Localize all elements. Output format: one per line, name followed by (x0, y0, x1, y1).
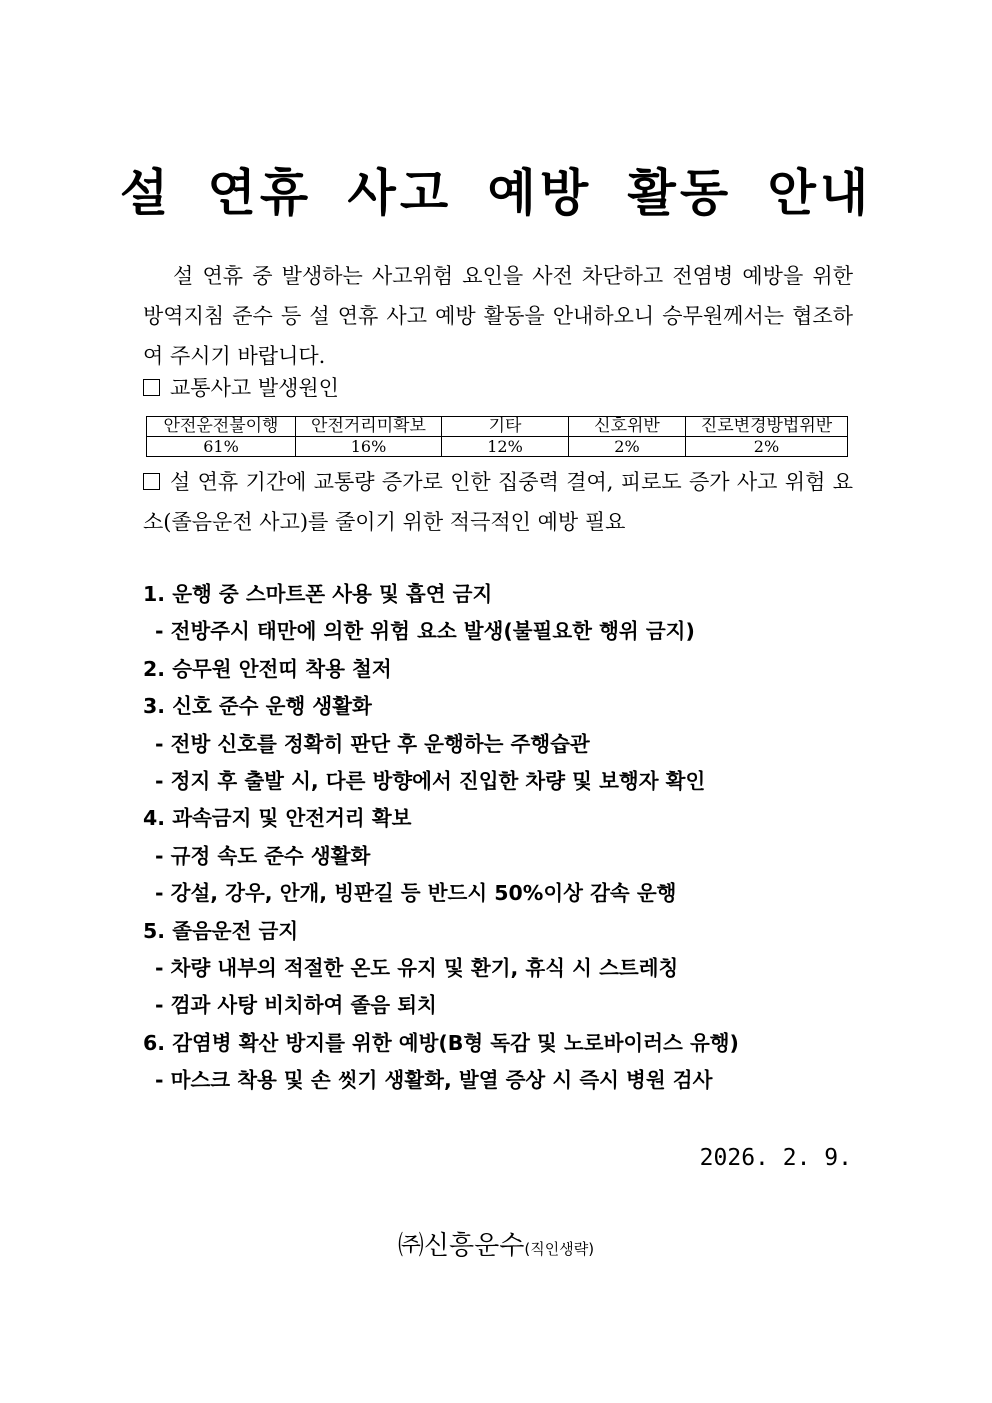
hazard-note (143, 462, 853, 542)
list-item: 5. 졸음운전 금지 (143, 918, 299, 943)
company-signature (0, 1226, 992, 1269)
list-item: 3. 신호 준수 운행 생활화 (143, 694, 372, 719)
company-name: ㈜신흥운수 (397, 1231, 525, 1261)
list-item: 2. 승무원 안전띠 착용 철저 (143, 656, 392, 681)
list-item: 1. 운행 중 스마트폰 사용 및 흡연 금지 (143, 582, 493, 606)
checkbox-square-icon (143, 473, 160, 490)
causes-table-header-row (147, 417, 848, 437)
list-item: 6. 감염병 확산 방지를 위한 예방(B형 독감 및 노로바이러스 유행) (143, 1030, 739, 1055)
prevention-list (143, 576, 853, 1099)
checkbox-square-icon (143, 379, 160, 396)
causes-table-cell: 12% (442, 437, 569, 457)
list-subitem: - 규정 속도 준수 생활화 (155, 843, 371, 868)
causes-table (146, 416, 848, 457)
list-subitem: - 전방주시 태만에 의한 위험 요소 발생(불필요한 행위 금지) (155, 619, 695, 644)
causes-table-header: 안전거리미확보 (296, 417, 442, 437)
causes-table-header: 기타 (442, 417, 569, 437)
section-causes-label: 교통사고 발생원인 (170, 376, 339, 400)
list-subitem: - 차량 내부의 적절한 온도 유지 및 환기, 휴식 시 스트레칭 (155, 955, 679, 980)
list-subitem: - 전방 신호를 정확히 판단 후 운행하는 주행습관 (155, 731, 590, 756)
causes-table-cell: 61% (147, 437, 296, 457)
section-causes-heading (143, 370, 853, 406)
list-subitem: - 강설, 강우, 안개, 빙판길 등 반드시 50%이상 감속 운행 (155, 881, 677, 906)
causes-table-value-row (147, 437, 848, 457)
causes-table-cell: 2% (686, 437, 848, 457)
list-subitem: - 껌과 사탕 비치하여 졸음 퇴치 (155, 993, 437, 1018)
list-subitem: - 마스크 착용 및 손 씻기 생활화, 발열 증상 시 즉시 병원 검사 (155, 1068, 713, 1093)
hazard-note-text: 설 연휴 기간에 교통량 증가로 인한 집중력 결여, 피로도 증가 사고 위험 요소(졸음운전 사고)를 줄이기 위한 적극적인 예방 필요 (143, 470, 853, 534)
seal-omitted-note: (직인생략) (524, 1240, 595, 1258)
document-date: 2026. 2. 9. (699, 1145, 852, 1171)
causes-table-header: 진로변경방법위반 (686, 417, 848, 437)
causes-table-cell: 2% (569, 437, 686, 457)
list-subitem: - 정지 후 출발 시, 다른 방향에서 진입한 차량 및 보행자 확인 (155, 768, 706, 793)
document-title: 설 연휴 사고 예방 활동 안내 (119, 163, 873, 222)
list-item: 4. 과속금지 및 안전거리 확보 (143, 806, 412, 831)
causes-table-header: 신호위반 (569, 417, 686, 437)
intro-paragraph: 설 연휴 중 발생하는 사고위험 요인을 사전 차단하고 전염병 예방을 위한 방역지침 준수 등 설 연휴 사고 예방 활동을 안내하오니 승무원께서는 협조하여 주시기 바랍니다. (143, 264, 853, 368)
causes-table-cell: 16% (296, 437, 442, 457)
causes-table-header: 안전운전불이행 (147, 417, 296, 437)
